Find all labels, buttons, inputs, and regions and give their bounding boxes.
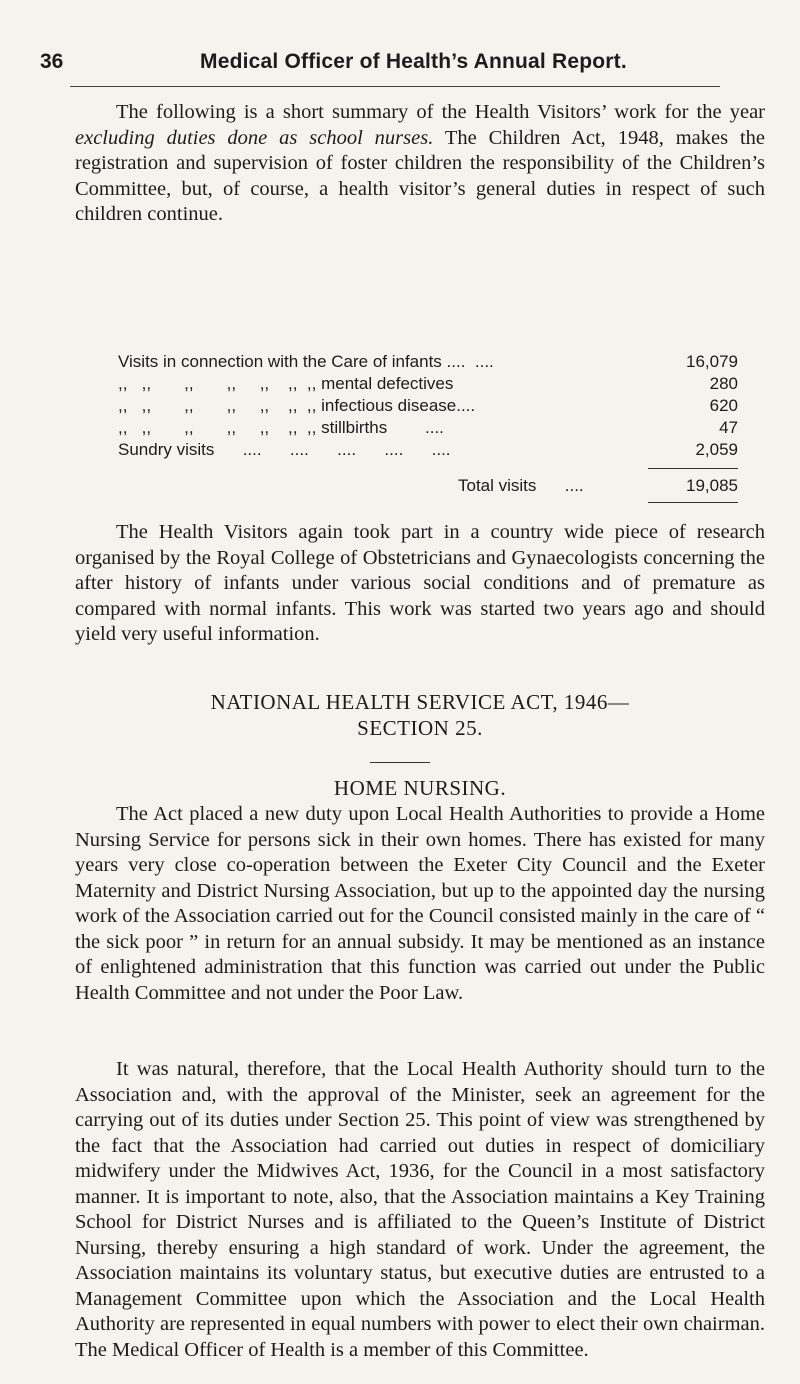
home-nursing-paragraph-2 <box>75 1057 765 1363</box>
visits-row <box>118 440 738 462</box>
visits-row-label: Visits in connection with the Care of infants .... .... <box>118 352 494 371</box>
section-divider <box>370 762 430 763</box>
total-rule <box>648 502 738 503</box>
page-number: 36 <box>40 50 64 73</box>
visits-row-value: 620 <box>709 396 738 415</box>
intro-paragraph <box>75 100 765 228</box>
visits-row-value: 16,079 <box>686 352 738 371</box>
visits-row <box>118 396 738 418</box>
home-nursing-text-2: It was natural, therefore, that the Local Health Authority should turn to the Association and, with the approval of the Minister, seek an agreement for the carrying out of its duties under Section 25. This point of view was strengthened by the fact that the Association had carried out duties in respect of domiciliary midwifery under the Midwives Act, 1936, for the Council in a most satisfactory manner. It is important to note, also, that the Association maintains a Key Training School for District Nurses and is affiliated to the Queen’s Institute of District Nursing, thereby ensuring a high standard of work. Under the agreement, the Association maintains its voluntary status, but executive duties are entrusted to a Management Committee upon which the Association and the Local Health Authority are represented in equal numbers with power to elect their own chairman. The Medical Officer of Health is a member of this Committee. <box>75 1058 765 1361</box>
running-title: Medical Officer of Health’s Annual Report. <box>200 50 627 73</box>
header-divider <box>70 86 720 87</box>
research-paragraph <box>75 520 765 648</box>
visits-row <box>118 418 738 440</box>
visits-row-label: ,, ,, ,, ,, ,, ,, ,, stillbirths .... <box>118 418 444 437</box>
visits-row-label: ,, ,, ,, ,, ,, ,, ,, mental defectives <box>118 374 454 393</box>
subtotal-rule <box>648 468 738 469</box>
section-heading-line2: SECTION 25. <box>357 716 483 740</box>
subtotal-rule-row <box>118 462 738 476</box>
visits-total-label: Total visits .... <box>458 476 584 495</box>
home-nursing-paragraph-1 <box>75 802 765 1006</box>
visits-total-row <box>118 476 738 498</box>
visits-row-value: 280 <box>709 374 738 393</box>
visits-row-value: 47 <box>719 418 738 437</box>
visits-row-label: ,, ,, ,, ,, ,, ,, ,, infectious disease.... <box>118 396 476 415</box>
visits-row <box>118 374 738 396</box>
intro-text-start: The following is a short summary of the Health Visitors’ work for the year <box>116 101 765 123</box>
home-nursing-heading: HOME NURSING. <box>333 776 507 800</box>
intro-text-end: The Children Act, 1948, makes the registration and supervision of foster children the responsibility of the Children’s Committee, but, of course, a health visitor’s general duties in respect of such children continue. <box>75 126 765 225</box>
section-heading-line1: NATIONAL HEALTH SERVICE ACT, 1946— <box>210 690 630 714</box>
visits-row-label: Sundry visits .... .... .... .... .... <box>118 440 451 459</box>
visits-row <box>118 352 738 374</box>
total-rule-row <box>118 498 738 506</box>
visits-total-value: 19,085 <box>686 476 738 495</box>
intro-emphasis: excluding duties done as school nurses. <box>75 126 434 149</box>
research-text: The Health Visitors again took part in a country wide piece of research organised by the Royal College of Obstetricians and Gynaecologists concerning the after history of infants under various social conditions and of premature as compared with normal infants. This work was started two years ago and should yield very useful information. <box>75 521 765 645</box>
home-nursing-text-1: The Act placed a new duty upon Local Health Authorities to provide a Home Nursing Service for persons sick in their own homes. There has existed for many years very close co-operation between the Exeter City Council and the Exeter Maternity and District Nursing Association, but up to the appointed day the nursing work of the Association carried out for the Council consisted mainly in the care of “ the sick poor ” in return for an annual subsidy. It may be mentioned as an instance of enlightened administration that this function was carried out under the Public Health Committee and not under the Poor Law. <box>75 803 765 1004</box>
page-header <box>40 50 760 80</box>
visits-row-value: 2,059 <box>695 440 738 459</box>
visits-table <box>118 352 738 506</box>
